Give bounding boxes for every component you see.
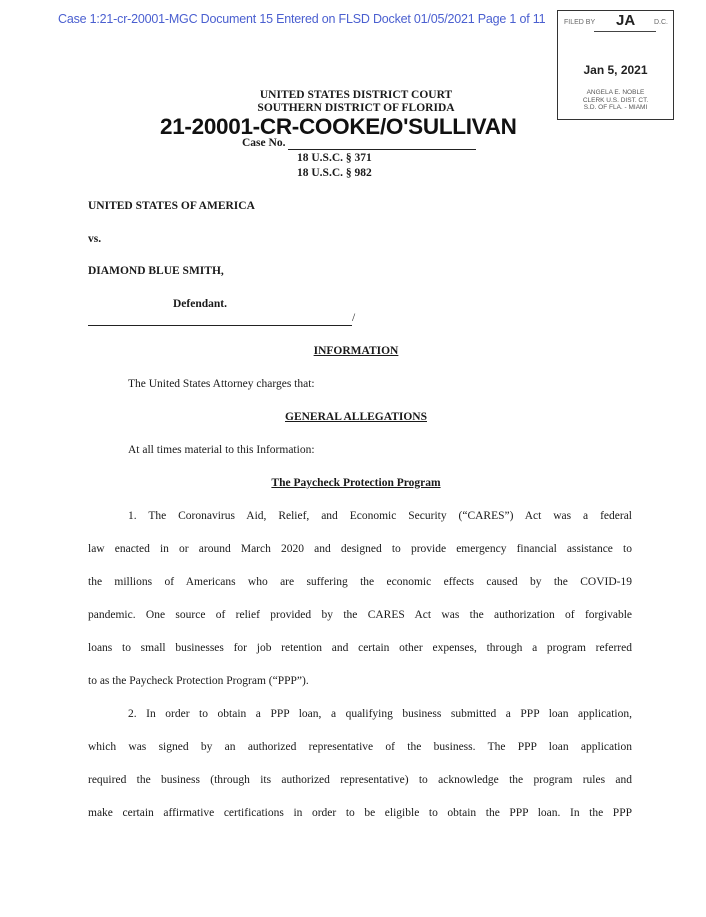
caption-line — [88, 325, 352, 326]
paragraph-line: make certain affirmative certifications in order to be eligible to obtain the PPP loan. In the PPP — [88, 807, 632, 819]
defendant-name: DIAMOND BLUE SMITH, — [88, 265, 224, 277]
district-name: SOUTHERN DISTRICT OF FLORIDA — [257, 102, 455, 114]
stamp-dc: D.C. — [654, 19, 668, 26]
document-title: INFORMATION — [313, 345, 399, 357]
case-no-label: Case No. — [242, 137, 286, 149]
paragraph-line: required the business (through its authorized representative) to acknowledge the program rules and — [88, 774, 632, 786]
clerk-line: S.D. OF FLA. - MIAMI — [583, 104, 648, 111]
court-name: UNITED STATES DISTRICT COURT — [259, 89, 453, 101]
paragraph-line: loans to small businesses for job retention and certain other expenses, through a program referred — [88, 642, 632, 654]
caption-slash: / — [352, 312, 356, 324]
clerk-line: CLERK U.S. DIST. CT. — [582, 96, 649, 104]
plaintiff: UNITED STATES OF AMERICA — [88, 200, 255, 212]
case-number: 21-20001-CR-COOKE/O'SULLIVAN — [160, 114, 517, 139]
stamp-filed-by: FILED BY — [564, 19, 596, 26]
paragraph-line: the millions of Americans who are suffering the economic effects caused by the COVID-19 — [88, 576, 632, 588]
charges-text: The United States Attorney charges that: — [128, 378, 315, 390]
section-heading: The Paycheck Protection Program — [271, 477, 441, 489]
paragraph-line: law enacted in or around March 2020 and designed to provide emergency financial assistance to — [88, 543, 632, 555]
paragraph-line: to as the Paycheck Protection Program (“PPP”). — [88, 675, 309, 687]
statute: 18 U.S.C. § 982 — [297, 167, 372, 179]
defendant-label: Defendant. — [173, 298, 227, 310]
paragraph-line: 2. In order to obtain a PPP loan, a qualifying business submitted a PPP loan application, — [128, 708, 632, 720]
docket-header: Case 1:21-cr-20001-MGC Document 15 Entered on FLSD Docket 01/05/2021 Page 1 of 11 — [58, 12, 546, 26]
stamp-initials: JA — [616, 12, 636, 29]
case-no-line — [288, 149, 476, 150]
paragraph-line: pandemic. One source of relief provided by the CARES Act was the authorization of forgivable — [88, 609, 632, 621]
general-allegations-heading: GENERAL ALLEGATIONS — [285, 411, 427, 423]
paragraph-line: which was signed by an authorized representative of the business. The PPP loan application — [88, 741, 632, 753]
vs: vs. — [88, 233, 102, 245]
material-text: At all times material to this Information: — [128, 444, 315, 456]
stamp-date: Jan 5, 2021 — [583, 63, 648, 77]
paragraph-line: 1. The Coronavirus Aid, Relief, and Economic Security (“CARES”) Act was a federal — [128, 510, 632, 522]
clerk-line: ANGELA E. NOBLE — [586, 89, 645, 96]
statute: 18 U.S.C. § 371 — [297, 152, 372, 164]
stamp-underline — [594, 31, 656, 32]
